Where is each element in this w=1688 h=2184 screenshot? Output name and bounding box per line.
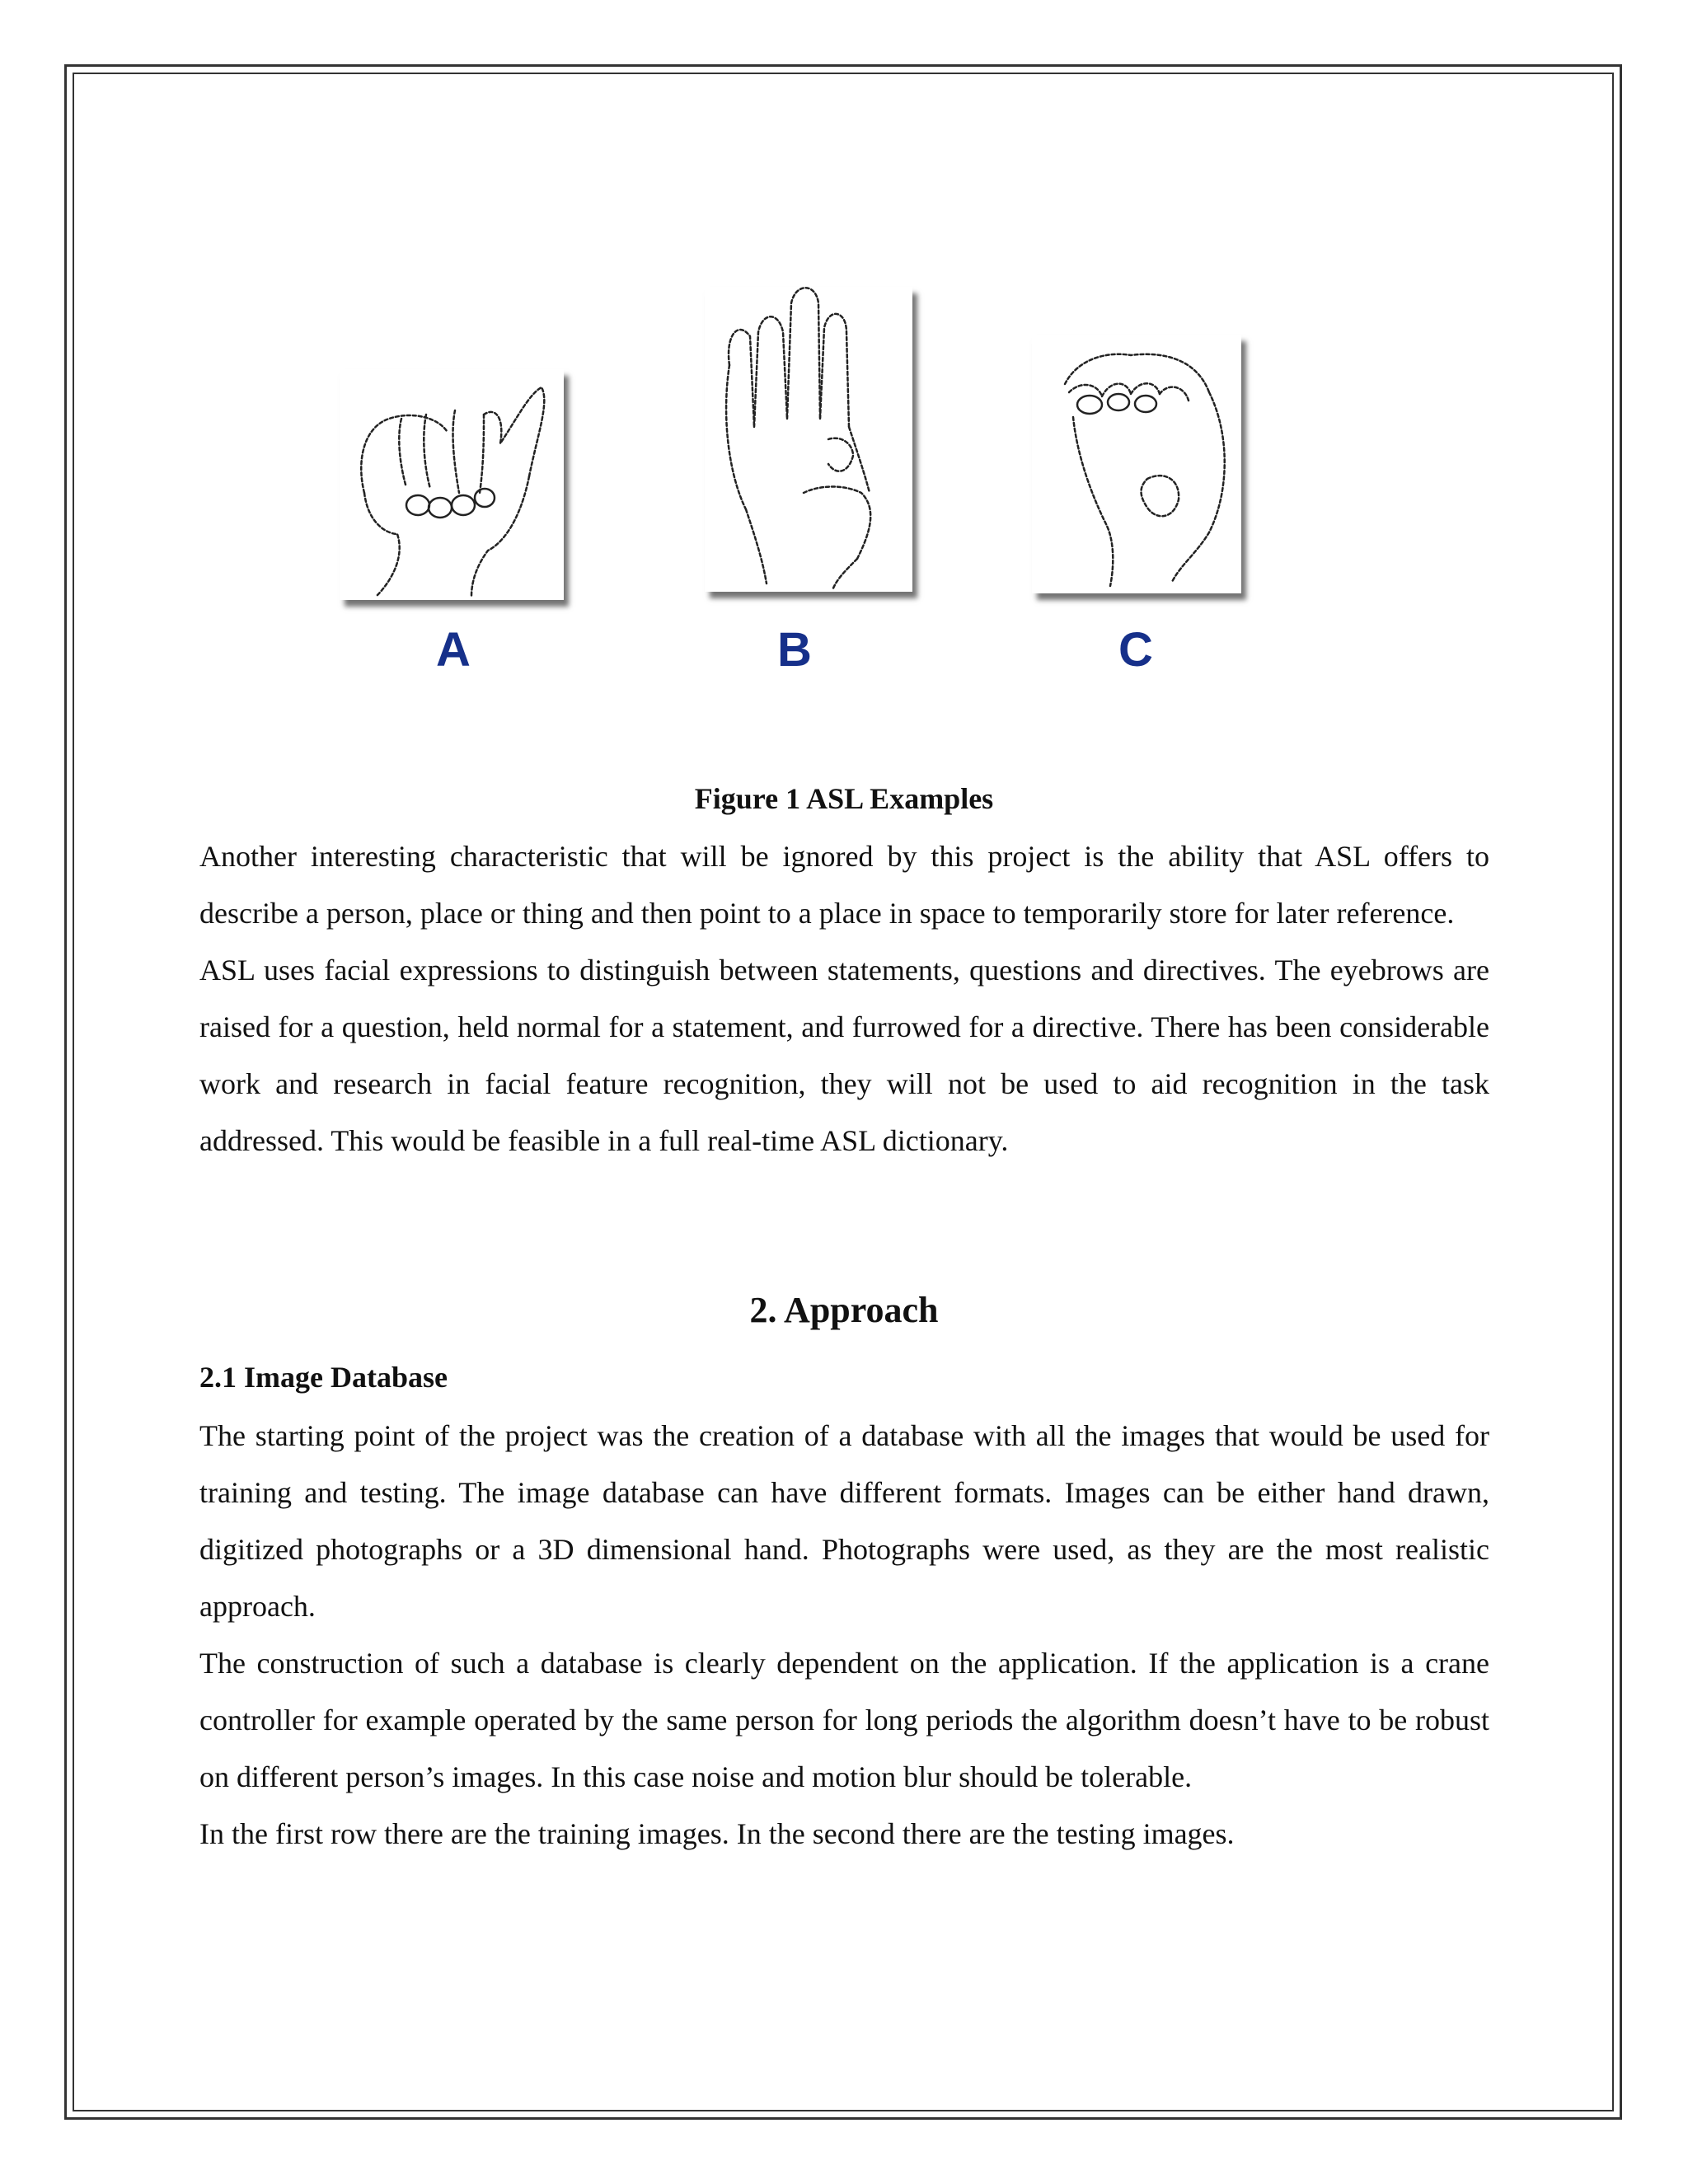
- paragraph-database-creation: The starting point of the project was the creation of a database with all the images that would be used for training and testing. The image database can have different formats. Images can be either hand drawn, digitized photographs or a 3D dimensional hand. Photographs were used, as they are the most realistic approach.: [199, 1419, 1489, 1623]
- asl-figure: [330, 272, 1319, 701]
- asl-hand-c-image: [1032, 335, 1241, 593]
- image-database-text-block: [199, 1408, 1489, 1863]
- paragraph-database-construction: The construction of such a database is clearly dependent on the application. If the application is a crane controller for example operated by the same person for long periods the algorithm doesn’t have to be robust on different person’s images. In this case noise and motion blur should be tolerable.: [199, 1647, 1489, 1793]
- subheading-image-database: 2.1 Image Database: [199, 1361, 448, 1394]
- paragraph-facial-expressions: ASL uses facial expressions to distinguish between statements, questions and directives. The eyebrows are raised for a question, held normal for a statement, and furrowed for a directive. There has been considerable work and research in facial feature recognition, they will not be used to aid recognition in the task addressed. This would be feasible in a full real-time ASL dictionary.: [199, 954, 1489, 1157]
- paragraph-training-testing-rows: In the first row there are the training images. In the second there are the testing images.: [199, 1817, 1235, 1850]
- paragraph-asl-spatial-reference: Another interesting characteristic that will be ignored by this project is the ability that ASL offers to describe a person, place or thing and then point to a place in space to temporarily store for later reference.: [199, 840, 1489, 930]
- asl-hand-a-image: [340, 369, 564, 600]
- asl-hand-b-image: [705, 287, 912, 592]
- asl-letter-a-label: A: [436, 623, 471, 677]
- asl-letter-b-label: B: [777, 623, 812, 677]
- figure-caption: Figure 1 ASL Examples: [694, 782, 994, 815]
- asl-letter-c-label: C: [1118, 623, 1153, 677]
- section-heading-approach: 2. Approach: [749, 1290, 939, 1330]
- intro-text-block: [199, 828, 1489, 1169]
